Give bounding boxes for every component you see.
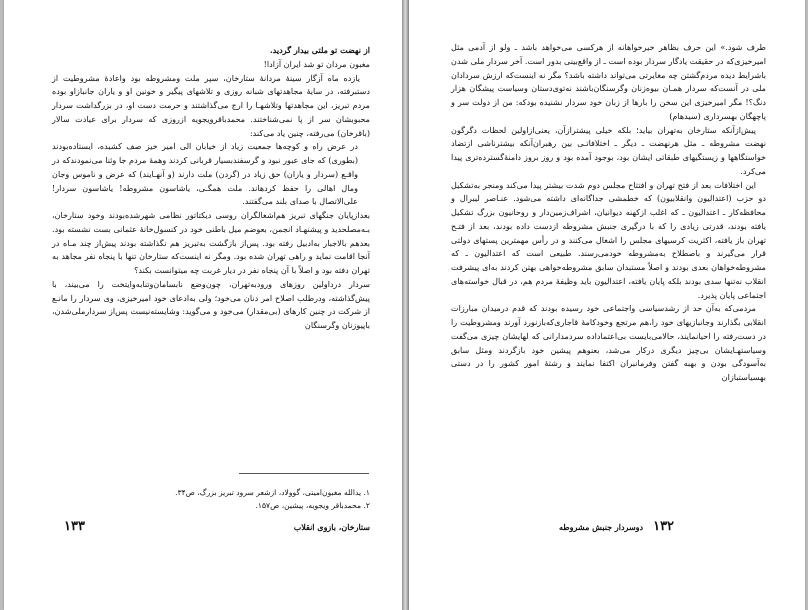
paragraph: سردار درداولین روزهای ورودبه‌تهران، چون‌وضع نابسامان‌وتنابه‌وایتخت را می‌بیند، با پیش‌گذاشته، ودرطلب اصلاح امر دنان می‌خود؛ ولی به‌ادعای خود امیرخیزی، وی سردار را مانـع از شرکت در چنین کارهای (بی‌مقدار) می‌خود و می‌گوید: وشایسته‌نیست پس‌از سردارملی‌شدن، باپیوزنان وگرسنگان: [52, 278, 370, 330]
book-gutter: [402, 0, 409, 610]
footnote: ۲. محمدباقر ویجویه، پیشین، ص۱۵۷.: [255, 501, 370, 510]
paragraph: بعدازپایان جنگهای تبریز هم‌اشغالگران روسی دیکتاتور نظامی شهرشده‌بودند وخود ستارخان، بـه‌مصلحدید و پیشنهـاد انجمن، بعوضم میل باطنی خود در کنسول‌خانهٔ عثمانی بست نشسته بود. بعدهم بالاجبار به‌ادبیل رفته بود. پس‌از بازگشت به‌تبریز هم نگذاشته بودند پیش‌از چند مـاه در آنجا اقامت نماید و راهی تهران شده بود. ومگر نه اینست‌که ستارخان تنها با پنجاه نفر مجاهد به تهران دفته بود و اصلاً با آن پنجاه نفر در دیار غربت چه میتوانست بکند؟: [52, 210, 370, 275]
left-page-footnotes: [64, 486, 370, 512]
footnote-divider: [239, 473, 369, 474]
paragraph: پیش‌ازآنکه ستارخان به‌تهران بیاید؛ بلکه خیلی پیشترازآن، یعنی‌ازاولین لحظات دگرگون نهضت مشروطه ـ مثل هرنهضت ـ دیگر ـ اختلافاتـی بین رهبران‌آنکه بیشترناشی ازتضاد خواستگاهها و زیستگیهای طبقاتی ایشان بود، بوجود آمده بود و روز بروز دامنهٔ‌گسترده‌تری پیدا می‌کرد.: [451, 124, 766, 176]
left-book-page: [4, 0, 402, 610]
right-book-page: [409, 0, 805, 610]
paragraph: طرف شود.» این حرف بظاهر خیرخواهانه از هرکسی می‌خواهد باشد ـ ولو از آدمی مثل امیرخیزی‌که در حقیقت یادگار سردار بوده است ـ از واقع‌بینی بدور است. آخر سردار ملی شدن باشرایط دیده مردم‌گشتن چه مغایرتی می‌تواند داشته باشد؟ مگر نه اینست‌که ارزش سردادان ملی در آنست‌که سردار همـان بیوه‌زنان وگرسنگان‌باشند نه‌توی‌دستان وسیاست پیشگان هزار دنگ؟! مگر امیرخیزی این سخن را بارها از زبان خود سردار نشنیده بودکه: من از دولت سر و پاچهگان بهسرداری (سیدهام): [451, 42, 766, 121]
right-page-body-text: [451, 41, 766, 385]
running-title: دوسردار جنبش مشروطه: [559, 522, 644, 532]
running-title: ستارخان، بازوی انقلاب: [293, 522, 370, 532]
page-number: ۱۳۳: [64, 519, 85, 534]
page-number: ۱۳۲: [653, 519, 675, 534]
paragraph: مردمی‌که به‌آن حد از رشدسیاسی واجتماعی خود رسیده بودند که قدم درمیدان مبارزات انقلابی بگذارند وجانبازیهای خود را،هم مرتجع وخودکامهٔ قاجاری‌که‌بازنورد آورند ومشروطیت را در دست‌رفته را احیانمایند، حالامی‌بایست بی‌اعتماد‌اده سردمدارانی که لهایشان چیزی می‌گفت وسیاستهـایشان بی‌چیز دیگری درکار می‌شد، بعنوهم پیشین خود بازگردند ومثل سابق به‌آسودگی بودن و بهبه گفتن وفرمانبران اکتفا نمایند و رشتهٔ امور کشور را در دستی بهسیاستبازان: [451, 303, 766, 382]
left-page-body-text: [52, 44, 370, 333]
paragraph: یازده ماه آزگار سینهٔ مردانهٔ ستارخان، سپر ملت ومشروطه بود واعادهٔ مشروطیت از دستبرفته، در سایهٔ مجاهدتهای شبانه روزی و تلاشهای پیگیر و خونین او و یاران جانبازاو بوده مردم تبریز، این مجاهدتها وتلاشهـا را ارج می‌گذاشتند و حرمت دست او، در بزرگداشت سردار محبوبشان سر از پا نمی‌شناختند. محمدباقرویجویه ازروزی که سردار برای عیادت سالار (باقرخان) می‌رفته، چنین یاد می‌کند:: [52, 72, 370, 138]
footnote: ۱. یدالله مغبون‌امیتی، گوولاد، ازشعر سرود تبریز بزرگ، ص۳۴.: [175, 488, 370, 497]
left-page-footer: [64, 519, 370, 534]
paragraph: این اختلافات بعد از فتح تهران و افتتاح مجلس دوم شدت بیشتر پیدا می‌کند ومنجر به‌تشکیل دو حزب (اعتدالیون وانقلابیون) که خطمشی جداگانه‌ای داشته می‌شود. عنـاصر لیبرال و محافظه‌کار ـ اعتدالیون ـ که اغلب ازکهنه دیوانیان، اشراف‌زمین‌دار و روحانیون بزرگ تشکیل یافته بودند، قدرتی زیادی را که با درگیری جنبش مشروطه ازدست داده بودند، بعد از فتـح تهران باز یافته، اکثریت کرسیهای مجلس را اشغال می‌کنند و در رأس مهمترین پستهای دولتی قرار می‌گیرند و باصطلاح به‌مشروطه خودمی‌رسند. طبیعی است که اعتدالیون ـ که مشروطه‌خواهان بعدی بودند و اصلاً مستبدان سابق مشروطه‌خواهی بهتن کردند به‌ای پیشرفت انقلاب نه‌تنها سدی بودند بلکه پایان یافته، اعتدالیون باید وظیفهٔ مردم هم، در قبال خواسته‌های اجتماعی پایان پذیرد.: [451, 179, 767, 300]
paragraph: از نهضت تو ملتی بیدار گردید.: [269, 45, 370, 55]
right-page-footer: [559, 519, 674, 534]
paragraph: مغبون مردان تو شد ایران آزادا!: [263, 58, 370, 69]
paragraph: در عرض راه و کوچه‌ها جمعیت زیاد از خیابان الی امیر خیز صف کشیده، ایستاده‌بودند (بطوری) که جای عبور نبود و گرسفندبسیار قربانی کردند وهمهٔ مردم جا وثنا می‌نمودندکه در واقـع (سردار و یاران) حق زیاد در (گردن) ملت دارند (و آنهـایند) که عرض و ناموس وجان ومال اهالی را حفظ کردهاند. ملت همگـی، یاشاسون مشروطه! یاشاسون سردار! علی‌الاتصال با صدای بلند می‌گفتند.: [52, 141, 358, 207]
